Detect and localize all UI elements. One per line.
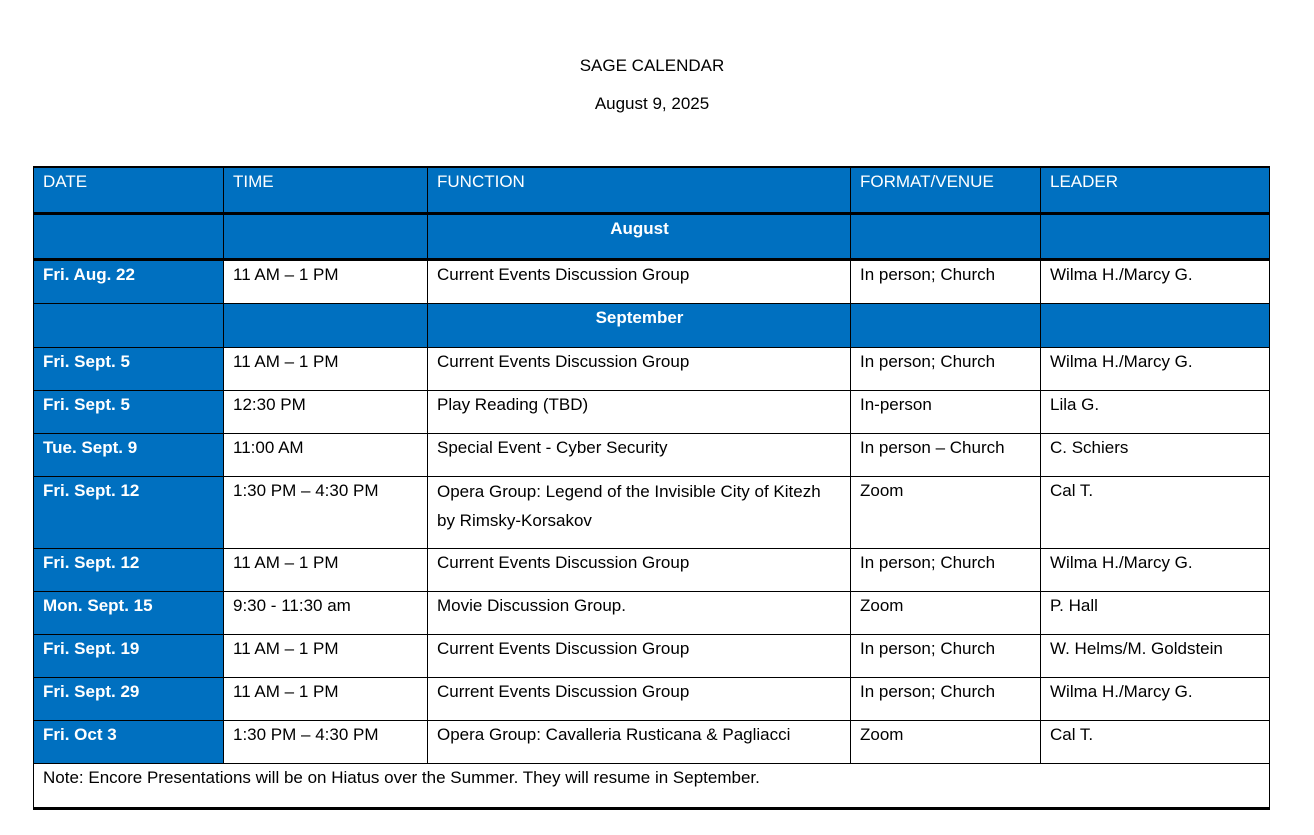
event-date: Fri. Sept. 12 <box>34 477 224 549</box>
event-function: Opera Group: Legend of the Invisible City of Kitezh by Rimsky-Korsakov <box>428 477 851 549</box>
table-row <box>34 549 1270 592</box>
event-time: 11 AM – 1 PM <box>224 635 428 678</box>
table-row <box>34 477 1270 549</box>
header-date: DATE <box>34 167 224 214</box>
event-time: 1:30 PM – 4:30 PM <box>224 721 428 764</box>
table-row <box>34 348 1270 391</box>
event-function: Play Reading (TBD) <box>428 391 851 434</box>
event-date: Fri. Sept. 5 <box>34 391 224 434</box>
month-empty-cell <box>224 304 428 348</box>
header-format-venue: FORMAT/VENUE <box>851 167 1041 214</box>
document-date: August 9, 2025 <box>594 94 710 113</box>
event-leader: Wilma H./Marcy G. <box>1041 678 1270 721</box>
calendar-table <box>33 166 1270 810</box>
event-time: 1:30 PM – 4:30 PM <box>224 477 428 549</box>
event-venue: In-person <box>851 391 1041 434</box>
event-leader: Cal T. <box>1041 477 1270 549</box>
month-row-september <box>34 304 1270 348</box>
event-leader: Wilma H./Marcy G. <box>1041 348 1270 391</box>
table-row <box>34 678 1270 721</box>
header-function: FUNCTION <box>428 167 851 214</box>
event-venue: In person; Church <box>851 549 1041 592</box>
month-empty-cell <box>34 304 224 348</box>
event-date: Fri. Sept. 5 <box>34 348 224 391</box>
event-function: Movie Discussion Group. <box>428 592 851 635</box>
month-empty-cell <box>34 214 224 260</box>
table-header-row <box>34 167 1270 214</box>
event-function: Current Events Discussion Group <box>428 348 851 391</box>
table-row <box>34 434 1270 477</box>
event-venue: In person; Church <box>851 678 1041 721</box>
table-row <box>34 721 1270 764</box>
event-leader: Lila G. <box>1041 391 1270 434</box>
document-title: SAGE CALENDAR <box>579 56 725 75</box>
month-empty-cell <box>1041 304 1270 348</box>
note-row <box>34 764 1270 809</box>
event-leader: Wilma H./Marcy G. <box>1041 549 1270 592</box>
event-time: 11 AM – 1 PM <box>224 260 428 304</box>
table-row <box>34 391 1270 434</box>
event-time: 12:30 PM <box>224 391 428 434</box>
event-function: Current Events Discussion Group <box>428 635 851 678</box>
month-empty-cell <box>851 214 1041 260</box>
table-row <box>34 260 1270 304</box>
month-empty-cell <box>224 214 428 260</box>
month-empty-cell <box>851 304 1041 348</box>
month-empty-cell <box>1041 214 1270 260</box>
event-date: Fri. Oct 3 <box>34 721 224 764</box>
event-leader: Cal T. <box>1041 721 1270 764</box>
event-venue: In person – Church <box>851 434 1041 477</box>
event-time: 11 AM – 1 PM <box>224 678 428 721</box>
event-venue: In person; Church <box>851 260 1041 304</box>
event-leader: P. Hall <box>1041 592 1270 635</box>
event-venue: Zoom <box>851 592 1041 635</box>
event-date: Tue. Sept. 9 <box>34 434 224 477</box>
month-label-august: August <box>428 214 851 260</box>
event-time: 9:30 - 11:30 am <box>224 592 428 635</box>
table-row <box>34 635 1270 678</box>
event-leader: W. Helms/M. Goldstein <box>1041 635 1270 678</box>
event-leader: C. Schiers <box>1041 434 1270 477</box>
event-time: 11:00 AM <box>224 434 428 477</box>
table-row <box>34 592 1270 635</box>
event-date: Fri. Sept. 19 <box>34 635 224 678</box>
note-text: Note: Encore Presentations will be on Hiatus over the Summer. They will resume in September. <box>34 764 1270 809</box>
event-venue: Zoom <box>851 477 1041 549</box>
month-row-august <box>34 214 1270 260</box>
event-time: 11 AM – 1 PM <box>224 348 428 391</box>
event-function: Current Events Discussion Group <box>428 260 851 304</box>
event-venue: In person; Church <box>851 348 1041 391</box>
event-date: Fri. Aug. 22 <box>34 260 224 304</box>
event-function: Special Event - Cyber Security <box>428 434 851 477</box>
event-function: Opera Group: Cavalleria Rusticana & Pagliacci <box>428 721 851 764</box>
event-venue: Zoom <box>851 721 1041 764</box>
event-function: Current Events Discussion Group <box>428 549 851 592</box>
event-leader: Wilma H./Marcy G. <box>1041 260 1270 304</box>
event-date: Mon. Sept. 15 <box>34 592 224 635</box>
event-time: 11 AM – 1 PM <box>224 549 428 592</box>
event-date: Fri. Sept. 12 <box>34 549 224 592</box>
month-label-september: September <box>428 304 851 348</box>
event-function: Current Events Discussion Group <box>428 678 851 721</box>
event-date: Fri. Sept. 29 <box>34 678 224 721</box>
event-venue: In person; Church <box>851 635 1041 678</box>
header-leader: LEADER <box>1041 167 1270 214</box>
header-time: TIME <box>224 167 428 214</box>
